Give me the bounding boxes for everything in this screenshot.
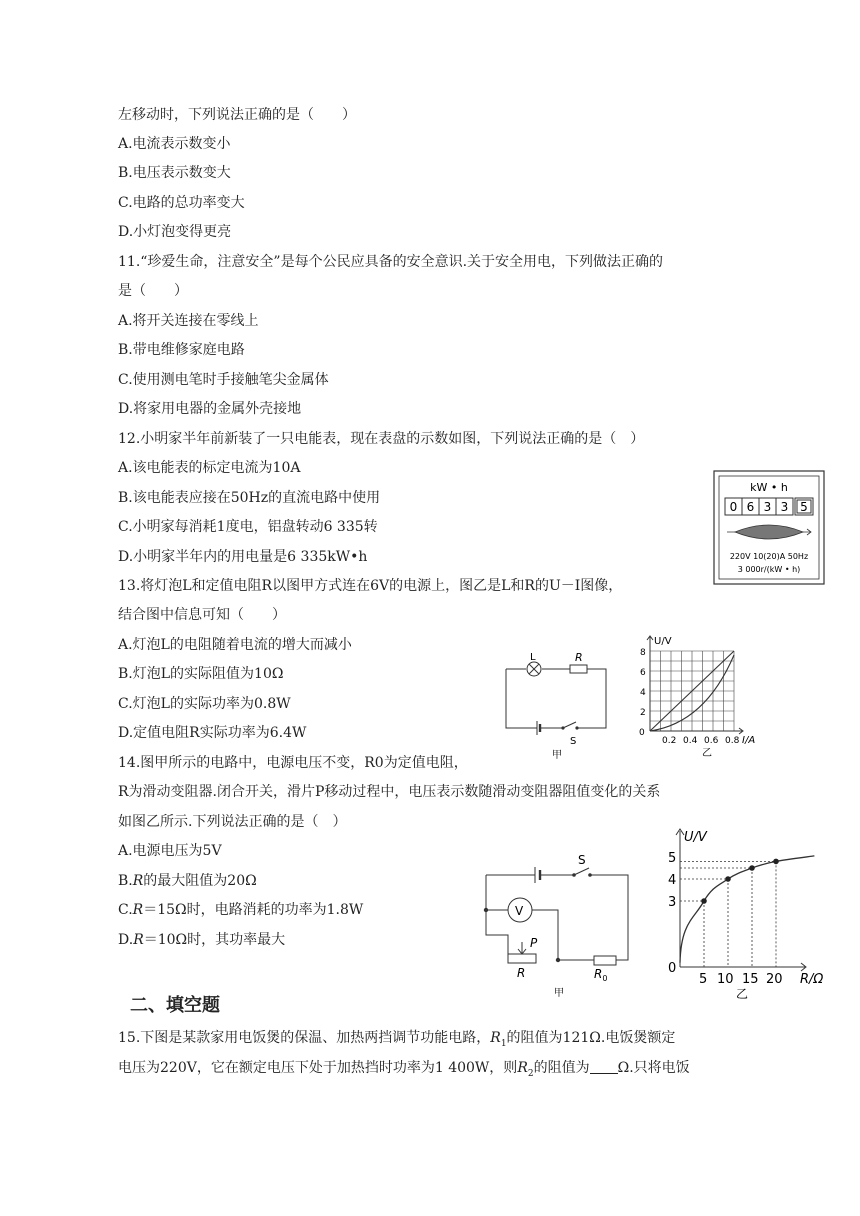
- q10-option-a: A.电流表示数变小: [118, 136, 231, 152]
- q13-stem-line2: 结合图中信息可知（ ）: [118, 607, 286, 623]
- y-tick-0: 0: [668, 961, 677, 976]
- y-tick-5: 5: [668, 851, 677, 866]
- q14-option-b-prefix: B.: [118, 873, 133, 889]
- graph-axes: [676, 829, 806, 971]
- x-tick-0.2: 0.2: [662, 736, 677, 746]
- x-tick-15: 15: [742, 972, 759, 987]
- q15-answer-blank[interactable]: [590, 1059, 618, 1074]
- meter-digit-5: 5: [800, 500, 808, 514]
- q15-r2-subscript: 2: [527, 1068, 534, 1079]
- q14-stem-line2: R为滑动变阻器.闭合开关，滑片P移动过程中，电压表示数随滑动变阻器阻值变化的关系: [118, 784, 661, 800]
- voltage-curve: [680, 856, 814, 963]
- switch-icon: [572, 868, 592, 877]
- q13-ui-graph: [630, 633, 765, 758]
- q14-option-b-text: 的最大阻值为20Ω: [143, 873, 257, 889]
- q15-line1-text-b: 的阻值为121Ω.电饭煲额定: [506, 1030, 676, 1046]
- q14-stem-line1: 14.图甲所示的电路中，电源电压不变，R0为定值电阻，: [118, 755, 468, 771]
- q13-circuit-diagram: [500, 650, 615, 765]
- q15-r1-subscript: 1: [500, 1038, 507, 1049]
- x-tick-0.6: 0.6: [704, 736, 719, 746]
- q15-line1: [118, 1028, 675, 1054]
- q15-line2-text-c: Ω.只将电饭: [617, 1060, 690, 1076]
- x-tick-10: 10: [717, 972, 734, 987]
- q14-option-d-var: R: [133, 932, 144, 948]
- rheostat-label: R: [517, 966, 526, 980]
- graph-x-label: R/Ω: [800, 972, 824, 987]
- q15-line2: [118, 1058, 690, 1084]
- q14-option-b-var: R: [132, 873, 144, 889]
- q14-option-c-text: ＝15Ω时，电路消耗的功率为1.8W: [143, 902, 364, 918]
- q10-option-d: D.小灯泡变得更亮: [118, 224, 232, 240]
- q13-option-a: A.灯泡L的电阻随着电流的增大而减小: [118, 637, 352, 653]
- meter-digit-4: 3: [780, 500, 789, 514]
- y-tick-2: 2: [640, 708, 646, 718]
- q12-option-c: C.小明家每消耗1度电，铝盘转动6 335转: [118, 519, 378, 535]
- y-tick-4: 4: [640, 688, 646, 698]
- q14-option-c: [118, 900, 363, 920]
- slider-label: P: [530, 936, 538, 950]
- q14-option-d-text: ＝10Ω时，其功率最大: [143, 932, 286, 948]
- q15-line1-text-a: 15.下图是某款家用电饭煲的保温、加热两挡调节功能电路，: [118, 1030, 491, 1046]
- electric-meter-figure: [713, 470, 825, 585]
- voltmeter-label: V: [515, 904, 524, 918]
- y-tick-6: 6: [640, 668, 646, 678]
- q14-option-c-prefix: C.: [118, 902, 133, 918]
- q14-graph-caption: 乙: [736, 987, 749, 1001]
- graph-y-label: U/V: [654, 636, 672, 647]
- y-tick-8: 8: [640, 648, 646, 658]
- q10-option-b: B.电压表示数变大: [118, 165, 231, 181]
- data-point: [725, 876, 731, 882]
- q12-option-d: D.小明家半年内的用电量是6 335kW•h: [118, 549, 368, 565]
- x-tick-0.4: 0.4: [683, 736, 698, 746]
- graph-y-label-text: U/V: [684, 830, 707, 845]
- data-point: [749, 865, 755, 871]
- lamp-icon: [527, 662, 541, 676]
- x-tick-5: 5: [699, 972, 708, 987]
- lamp-label: L: [530, 652, 536, 663]
- q15-r2-symbol: R: [517, 1060, 528, 1076]
- q11-option-c: C.使用测电笔时手接触笔尖金属体: [118, 372, 329, 388]
- q13-graph-caption: 乙: [702, 748, 712, 758]
- resistor-label: R: [575, 651, 583, 664]
- q10-stem-tail: 左移动时，下列说法正确的是（ ）: [118, 107, 356, 123]
- section-heading-fill-in: 二、填空题: [130, 995, 220, 1016]
- q14-circuit-caption: 甲: [554, 988, 564, 999]
- slider-arrow-icon: [518, 942, 526, 954]
- junction-dot: [556, 958, 560, 962]
- circuit-wires: [486, 875, 628, 960]
- fixed-resistor-symbol: R: [594, 967, 603, 981]
- q11-option-b: B.带电维修家庭电路: [118, 342, 245, 358]
- graph-y-label: [684, 830, 708, 845]
- meter-digit-2: 6: [746, 500, 755, 514]
- q12-option-a: A.该电能表的标定电流为10A: [118, 460, 301, 476]
- q14-option-d-prefix: D.: [118, 932, 134, 948]
- y-tick-0: 0: [639, 728, 645, 738]
- q15-line2-text-b: 的阻值为: [533, 1060, 590, 1076]
- q11-option-a: A.将开关连接在零线上: [118, 313, 259, 329]
- q14-option-a: A.电源电压为5V: [118, 843, 222, 859]
- fixed-resistor-icon: [594, 956, 616, 965]
- q14-option-d: [118, 930, 285, 950]
- q12-stem: 12.小明家半年前新装了一只电能表，现在表盘的示数如图，下列说法正确的是（ ）: [118, 431, 645, 447]
- q13-option-b: B.灯泡L的实际阻值为10Ω: [118, 666, 284, 682]
- q10-option-c: C.电路的总功率变大: [118, 195, 245, 211]
- q14-circuit-diagram: [478, 850, 638, 1000]
- battery-icon: [537, 721, 540, 735]
- fixed-resistor-subscript: 0: [602, 974, 608, 983]
- data-point: [773, 859, 779, 865]
- q15-r1-symbol: R: [490, 1030, 501, 1046]
- q14-stem-line3: 如图乙所示.下列说法正确的是（ ）: [118, 814, 347, 830]
- q12-option-b: B.该电能表应接在50Hz的直流电路中使用: [118, 490, 381, 506]
- graph-x-label: I/A: [742, 735, 756, 746]
- switch-label: S: [570, 736, 577, 747]
- meter-digit-1: 0: [729, 500, 738, 514]
- battery-icon: [535, 867, 540, 883]
- q11-stem-line1: 11.“珍爱生命，注意安全”是每个公民应具备的安全意识.关于安全用电，下列做法正确的: [118, 254, 664, 270]
- q11-option-d: D.将家用电器的金属外壳接地: [118, 401, 302, 417]
- q13-option-c: C.灯泡L的实际功率为0.8W: [118, 696, 291, 712]
- fixed-resistor-label: [594, 967, 607, 983]
- y-tick-3: 3: [668, 895, 677, 910]
- q14-ur-graph: [660, 823, 835, 1001]
- q13-stem-line1: 13.将灯泡L和定值电阻R以图甲方式连在6V的电源上，图乙是L和R的U－I图像，: [118, 578, 623, 594]
- circuit-wires: [506, 669, 606, 728]
- switch-icon: [561, 722, 578, 730]
- meter-spec-line1: 220V 10(20)A 50Hz: [729, 552, 809, 561]
- y-tick-4: 4: [668, 873, 677, 888]
- q14-option-b: [118, 871, 257, 891]
- q14-option-c-var: R: [132, 902, 144, 918]
- meter-unit: kW • h: [750, 481, 788, 494]
- rheostat-icon: [508, 954, 536, 963]
- q13-option-d: D.定值电阻R实际功率为6.4W: [118, 725, 307, 741]
- q15-line2-text-a: 电压为220V，它在额定电压下处于加热挡时功率为1 400W，则: [118, 1060, 518, 1076]
- resistor-icon: [570, 665, 587, 673]
- switch-label: S: [578, 853, 586, 867]
- x-tick-20: 20: [766, 972, 783, 987]
- q13-circuit-caption: 甲: [552, 750, 562, 761]
- q11-stem-line2: 是（ ）: [118, 283, 188, 299]
- x-tick-0.8: 0.8: [725, 736, 740, 746]
- meter-spec-line2: 3 000r/(kW • h): [737, 565, 801, 574]
- meter-digit-3: 3: [763, 500, 772, 514]
- data-point: [701, 898, 707, 904]
- junction-dot: [484, 908, 488, 912]
